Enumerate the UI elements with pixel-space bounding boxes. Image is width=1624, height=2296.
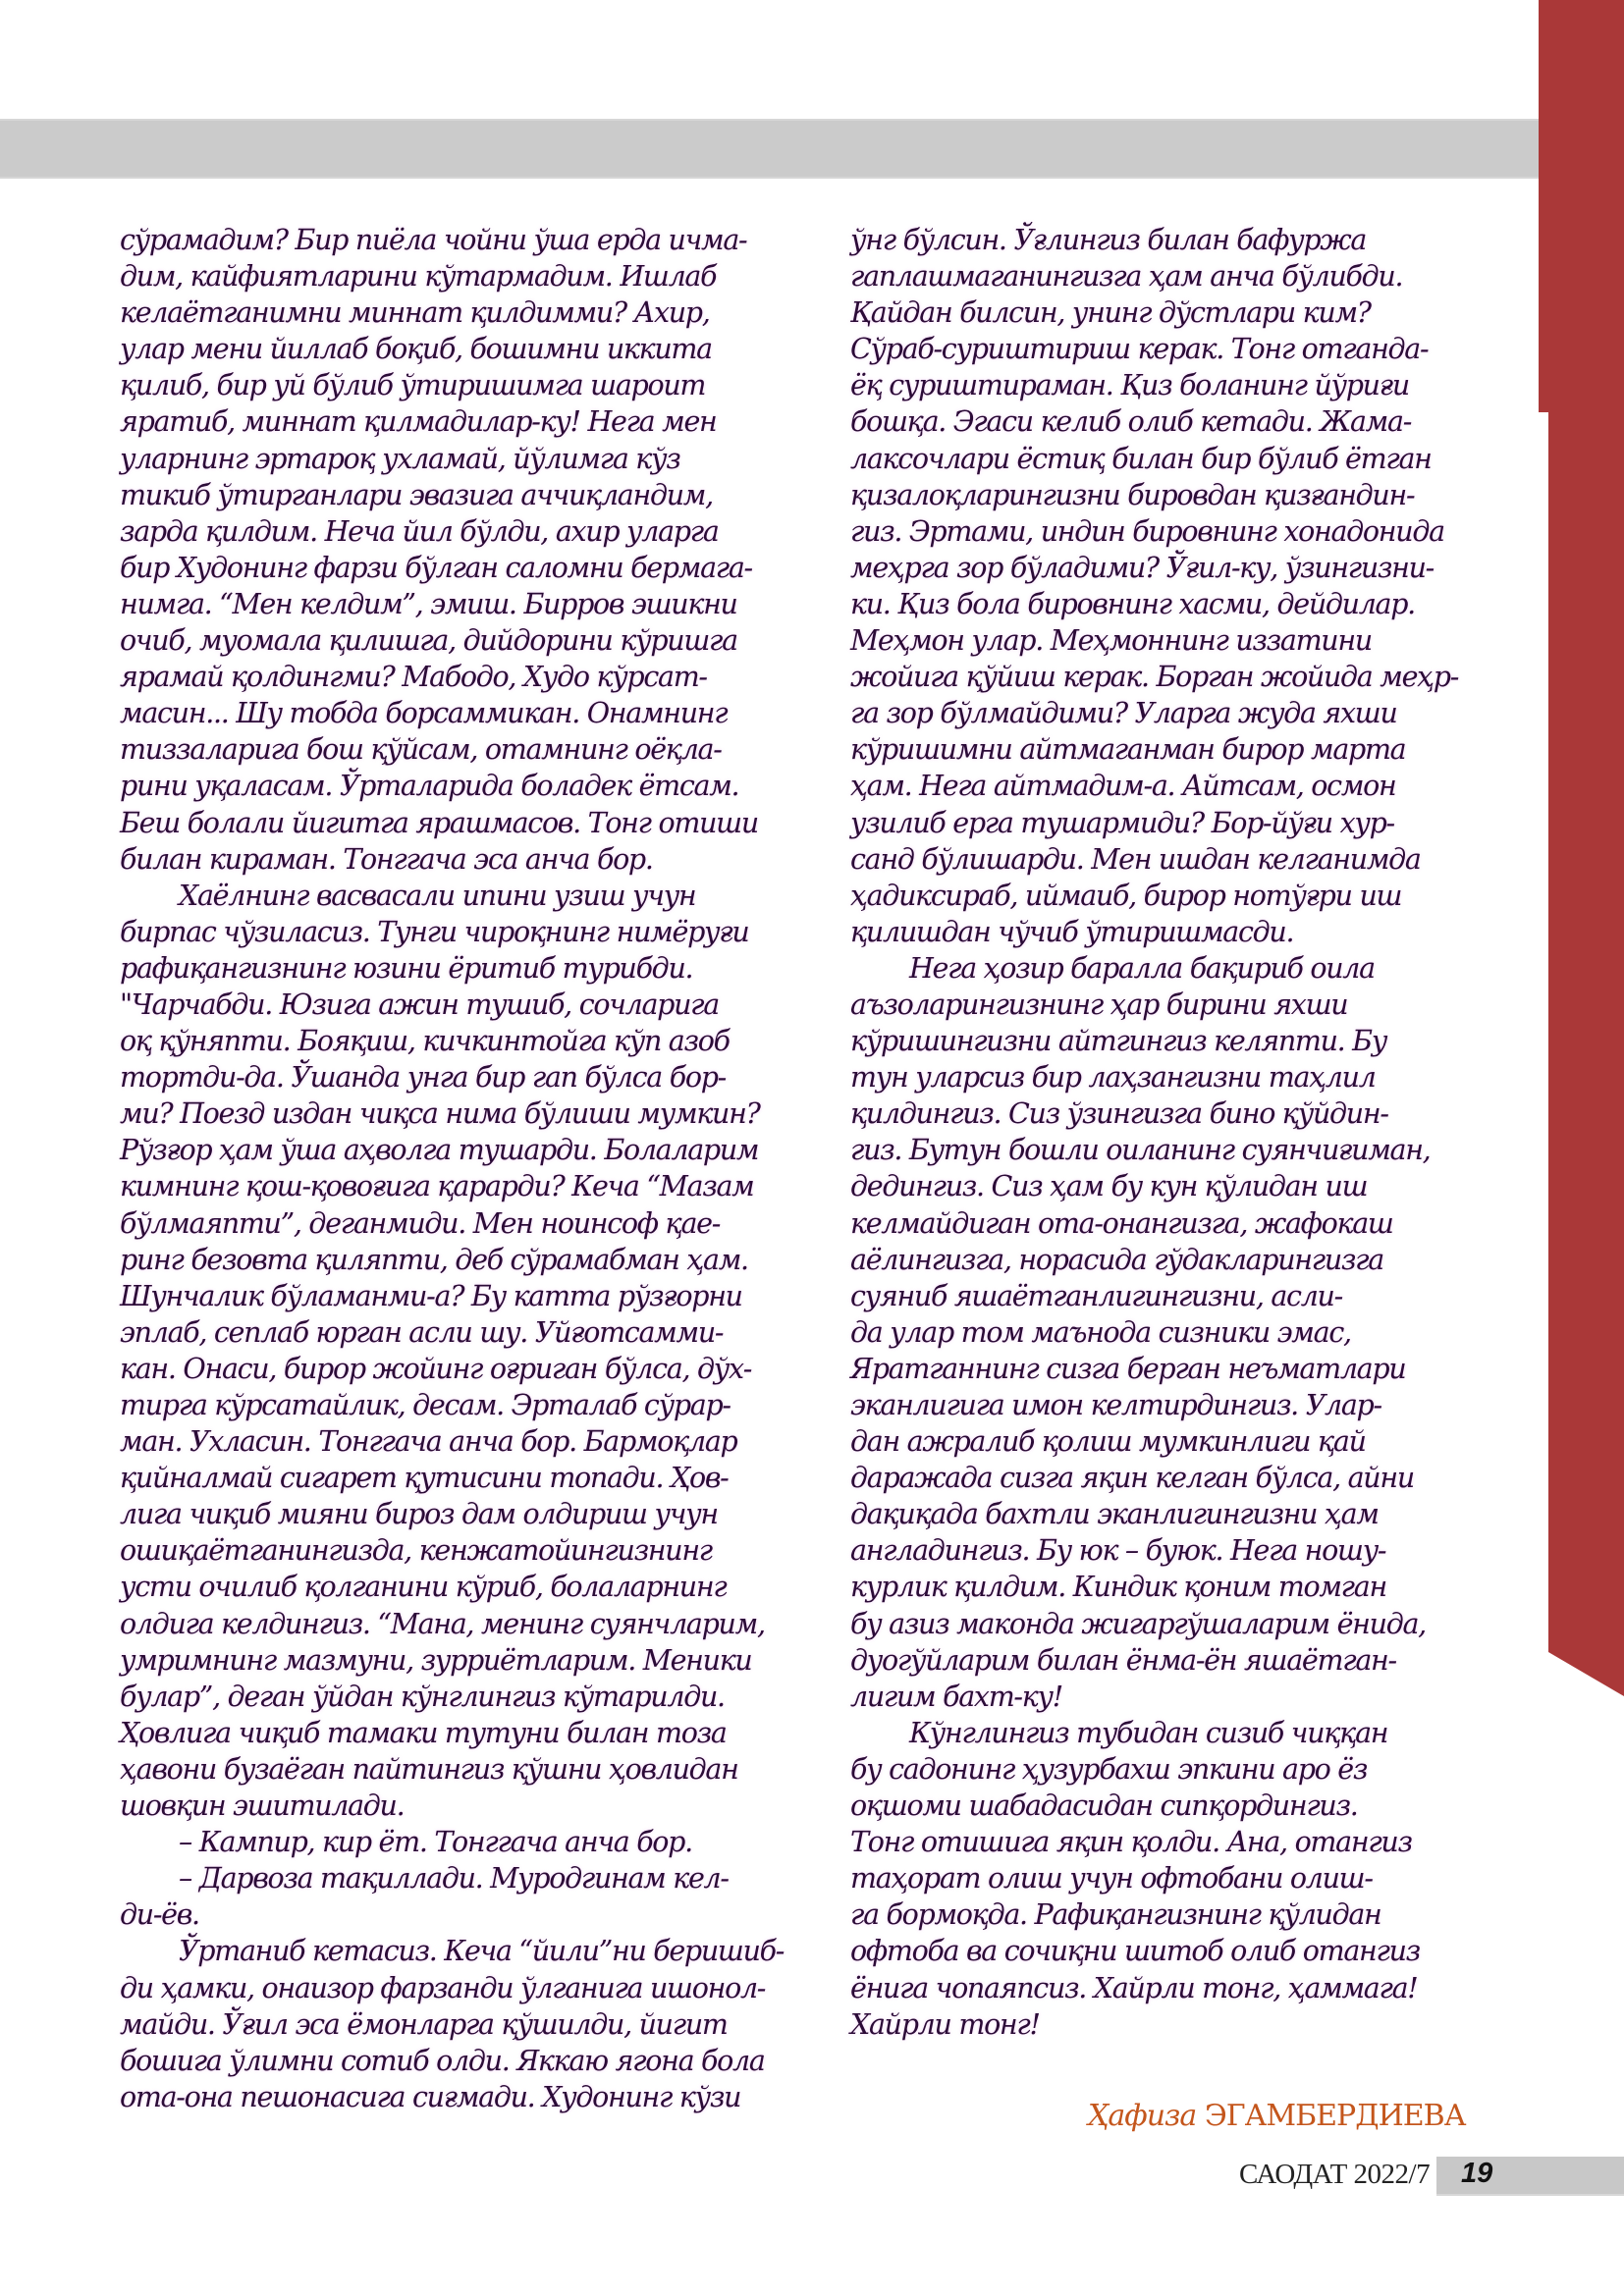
text-line: аъзоларингизнинг ҳар бирини яхши <box>850 988 1348 1021</box>
text-line: кўришимни айтмаганман бирор марта <box>850 733 1406 767</box>
text-line: бошқа. Эгаси келиб олиб кетади. Жама- <box>850 405 1412 439</box>
text-line: келаётганимни миннат қилдимми? Ахир, <box>120 296 710 330</box>
text-line: сўрамадим? Бир пиёла чойни ўша ерда ичма- <box>120 224 747 256</box>
text-line: Нега ҳозир баралла бақириб оила <box>909 951 1375 985</box>
text-line: Меҳмон улар. Меҳмоннинг иззатини <box>850 624 1372 658</box>
text-line: тикиб ўтирганлари эвазига аччиқландим, <box>120 478 713 511</box>
text-line: бошига ўлимни сотиб олди. Яккаю ягона бола <box>120 2044 765 2077</box>
text-line: рафиқангизнинг юзини ёритиб турибди. <box>120 951 693 985</box>
text-line: Яратганнинг сизга берган неъматлари <box>850 1352 1406 1385</box>
text-line: ми? Поезд издан чиқса нима бўлиши мумкин? <box>120 1097 760 1131</box>
text-line: бўлмаяпти”, деганмиди. Мен ноинсоф қае- <box>120 1206 721 1240</box>
text-line: бир Худонинг фарзи бўлган саломни бермага- <box>120 551 752 584</box>
text-line: зарда қилдим. Неча йил бўлди, ахир уларга <box>120 514 719 548</box>
text-line: оқшоми шабадасидан сипқордингиз. <box>850 1789 1358 1823</box>
text-line: "Чарчабди. Юзига ажин тушиб, сочларига <box>120 988 719 1021</box>
text-line: лигим бахт-ку! <box>850 1680 1062 1713</box>
text-line: қилиб, бир уй бўлиб ўтиришимга шароит <box>120 369 706 402</box>
text-line: ёнига чопаяпсиз. Хайрли тонг, ҳаммага! <box>850 1971 1418 2004</box>
text-line: Ўртаниб кетасиз. Кеча “йили”ни беришиб- <box>179 1935 785 1968</box>
text-line: санд бўлишарди. Мен ишдан келганимда <box>850 842 1421 876</box>
text-line: лаксочлари ёстиқ билан бир бўлиб ётган <box>850 442 1432 475</box>
text-line: умримнинг мазмуни, зурриётларим. Меники <box>120 1643 752 1677</box>
text-line: бу садонинг ҳузурбахш эпкини аро ёз <box>850 1752 1368 1786</box>
article-column-left <box>120 222 827 2115</box>
text-line: ди ҳамки, онаизор фарзанди ўлганига ишонол- <box>120 1971 766 2004</box>
text-line: кан. Онаси, бирор жойинг оғриган бўлса, дўх- <box>120 1352 752 1385</box>
text-line: Беш болали йигитга ярашмасов. Тонг отиши <box>120 806 758 839</box>
text-line: дан ажралиб қолиш мумкинлиги қай <box>850 1425 1366 1459</box>
text-line: га зор бўлмайдими? Уларга жуда яхши <box>850 697 1397 730</box>
text-line: Қайдан билсин, унинг дўстлари ким? <box>850 296 1371 330</box>
text-line: ошиқаётганингизда, кенжатойингизнинг <box>120 1534 712 1568</box>
text-line: гиз. Эртами, индин бировнинг хонадонида <box>850 514 1444 548</box>
text-line: усти очилиб қолганини кўриб, болаларнинг <box>120 1571 727 1604</box>
text-line: дедингиз. Сиз ҳам бу кун қўлидан иш <box>850 1170 1368 1203</box>
author-byline <box>1088 2099 1465 2133</box>
text-line: – Дарвоза тақиллади. Муродгинам кел- <box>179 1862 729 1896</box>
text-line: Хайрли тонг! <box>850 2007 1040 2041</box>
text-line: шовқин эшитилади. <box>120 1789 405 1823</box>
text-line: дим, кайфиятларини кўтармадим. Ишлаб <box>120 260 717 294</box>
header-band <box>0 119 1539 179</box>
text-line: кўришингизни айтгингиз келяпти. Бу <box>850 1025 1387 1058</box>
text-line: яратиб, миннат қилмадилар-ку! Нега мен <box>120 405 717 439</box>
text-line: қилишдан чўчиб ўтиришмасди. <box>850 915 1294 948</box>
text-line: лига чиқиб мияни бироз дам олдириш учун <box>120 1498 718 1531</box>
text-line: ҳавони бузаёган пайтингиз қўшни ҳовлидан <box>120 1752 738 1786</box>
text-line: офтоба ва сочиқни шитоб олиб отангиз <box>850 1935 1420 1968</box>
text-line: уларнинг эртароқ ухламай, йўлимга кўз <box>120 442 680 475</box>
text-line: ярамай қолдингми? Мабодо, Худо кўрсат- <box>120 661 707 694</box>
page-number: 19 <box>1461 2158 1493 2189</box>
text-line: Шунчалик бўламанми-а? Бу катта рўзғорни <box>120 1279 742 1312</box>
text-line: қилдингиз. Сиз ўзингизга бино қўйдин- <box>850 1097 1388 1131</box>
text-line: меҳрга зор бўладими? Ўғил-ку, ўзингизни- <box>850 551 1435 584</box>
text-line: нимга. “Мен келдим”, эмиш. Бирров эшикни <box>120 587 737 620</box>
text-line: жойига қўйиш керак. Борган жойида меҳр- <box>850 661 1459 694</box>
text-line: майди. Ўғил эса ёмонларга қўшилди, йигит <box>120 2007 728 2041</box>
text-line: Хаёлнинг васвасали ипини узиш учун <box>179 879 696 912</box>
text-line: булар”, деган ўйдан кўнглингиз кўтарилди. <box>120 1680 725 1713</box>
text-line: эплаб, сеплаб юрган асли шу. Уйғотсамми- <box>120 1315 724 1349</box>
text-line: тортди-да. Ўшанда унга бир гап бўлса бор- <box>120 1061 726 1095</box>
text-line: ман. Ухласин. Тонггача анча бор. Бармоқлар <box>120 1425 737 1459</box>
text-line: олдига келдингиз. “Мана, менинг суянчларим, <box>120 1607 765 1640</box>
text-line: Тонг отишига яқин қолди. Ана, отангиз <box>850 1826 1412 1859</box>
text-line: тиззаларига бош қўйсам, отамнинг оёқла- <box>120 733 722 767</box>
article-column-right <box>850 222 1557 2043</box>
text-line: да улар том маънода сизники эмас, <box>850 1315 1351 1349</box>
text-line: тирга кўрсатайлик, десам. Эрталаб сўрар- <box>120 1389 731 1421</box>
text-line: аёлингизга, норасида гўдакларингизга <box>850 1243 1383 1276</box>
text-line: даражада сизга яқин келган бўлса, айни <box>850 1462 1414 1495</box>
text-line: ди-ёв. <box>120 1898 199 1932</box>
text-line: келмайдиган ота-онангизга, жафокаш <box>850 1206 1393 1240</box>
text-line: таҳорат олиш учун офтобани олиш- <box>850 1862 1373 1896</box>
text-line: рини уқаласам. Ўрталарида боладек ётсам. <box>120 770 739 803</box>
text-line: тун уларсиз бир лаҳзангизни таҳлил <box>850 1061 1376 1095</box>
text-line: ҳам. Нега айтмадим-а. Айтсам, осмон <box>850 770 1396 803</box>
text-line: дуогўйларим билан ёнма-ён яшаётган- <box>850 1643 1396 1677</box>
text-line: оқ қўняпти. Бояқиш, кичкинтойга кўп азоб <box>120 1025 730 1058</box>
text-line: га бормоқда. Рафиқангизнинг қўлидан <box>850 1898 1381 1932</box>
text-line: Ҳовлига чиқиб тамаки тутуни билан тоза <box>120 1716 727 1749</box>
text-line: бу азиз маконда жигаргўшаларим ёнида, <box>850 1607 1426 1640</box>
text-line: суяниб яшаётганлигингизни, асли- <box>850 1279 1342 1312</box>
text-line: Рўзғор ҳам ўша аҳволга тушарди. Болаларим <box>120 1134 759 1167</box>
text-line: гиз. Бутун бошли оиланинг суянчиғиман, <box>850 1134 1431 1167</box>
text-line: ота-она пешонасига сиғмади. Худонинг кўзи <box>120 2080 741 2113</box>
text-line: гаплашмаганингизга ҳам анча бўлибди. <box>850 260 1403 294</box>
text-line: эканлигига имон келтирдингиз. Улар- <box>850 1389 1381 1421</box>
text-line: Кўнглингиз тубидан сизиб чиққан <box>909 1716 1388 1749</box>
text-line: масин... Шу тобда борсаммикан. Онамнинг <box>120 697 728 730</box>
text-line: билан кираман. Тонггача эса анча бор. <box>120 842 653 876</box>
text-line: улар мени йиллаб боқиб, бошимни иккита <box>120 333 712 366</box>
text-line: ўнг бўлсин. Ўғлингиз билан бафуржа <box>850 224 1367 256</box>
text-line: дақиқада бахтли эканлигингизни ҳам <box>850 1498 1379 1531</box>
text-line: бирпас чўзиласиз. Тунги чироқнинг нимёруғи <box>120 915 749 948</box>
magazine-issue: САОДАТ 2022/7 <box>1239 2159 1431 2190</box>
page-number-band <box>1436 2157 1624 2196</box>
text-line: ёқ суриштираман. Қиз боланинг йўриғи <box>850 369 1409 402</box>
text-line: Сўраб-суриштириш керак. Тонг отганда- <box>850 333 1429 366</box>
text-line: ринг безовта қиляпти, деб сўрамабман ҳам. <box>120 1243 748 1276</box>
text-line: узилиб ерга тушармиди? Бор-йўғи хур- <box>850 806 1394 839</box>
text-line: кимнинг қош-қовоғига қарарди? Кеча “Мазам <box>120 1170 754 1203</box>
text-line: – Кампир, кир ёт. Тонггача анча бор. <box>179 1826 692 1859</box>
text-line: англадингиз. Бу юк – буюк. Нега ношу- <box>850 1534 1386 1568</box>
text-line: қизалоқларингизни бировдан қизғандин- <box>850 478 1415 511</box>
text-line: қийналмай сигарет қутисини топади. Ҳов- <box>120 1462 729 1495</box>
text-line: ки. Қиз бола бировнинг хасми, дейдилар. <box>850 587 1415 620</box>
text-line: очиб, муомала қилишга, дийдорини кўришга <box>120 624 737 658</box>
author-last-name: ЭГАМБЕРДИЕВА <box>1204 2099 1466 2133</box>
author-first-name: Ҳафиза <box>1088 2099 1197 2133</box>
text-line: ҳадиксираб, иймаиб, бирор нотўғри иш <box>850 879 1402 912</box>
text-line: курлик қилдим. Киндик қоним томган <box>850 1571 1386 1604</box>
